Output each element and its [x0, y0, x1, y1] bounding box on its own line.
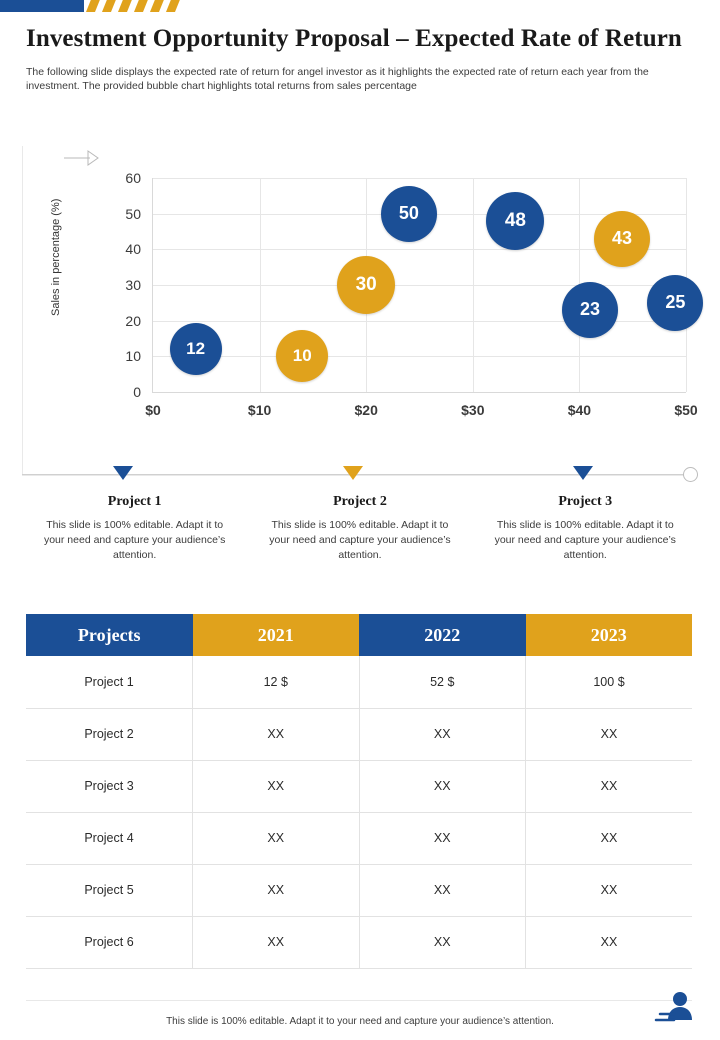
- project-title-3: Project 3: [558, 494, 613, 509]
- table-cell: XX: [359, 760, 526, 812]
- arrow-icon: [64, 150, 100, 166]
- table-cell: XX: [359, 864, 526, 916]
- table-cell: XX: [193, 760, 360, 812]
- table-cell: Project 4: [26, 812, 193, 864]
- table-row: [26, 864, 692, 916]
- timeline-marker-1[interactable]: [113, 466, 133, 484]
- chart-bubble[interactable]: 43: [594, 211, 650, 267]
- project-text-2: This slide is 100% editable. Adapt it to your need and capture your audience’s attention.: [269, 519, 451, 561]
- person-icon: [654, 990, 698, 1028]
- chart-gridline-horizontal: [153, 356, 686, 357]
- timeline-marker-3[interactable]: [573, 466, 593, 484]
- chart-gridline-horizontal: [153, 178, 686, 179]
- chart-y-tick-label: 50: [125, 205, 141, 222]
- bubble-chart-card: [22, 146, 698, 476]
- timeline-marker-2[interactable]: [343, 466, 363, 484]
- table-body: [26, 656, 692, 968]
- timeline-end-circle: [683, 467, 698, 482]
- chart-plot-area: [125, 170, 698, 418]
- project-text-3: This slide is 100% editable. Adapt it to your need and capture your audience’s attention.: [494, 519, 676, 561]
- table-row: [26, 708, 692, 760]
- chart-x-tick-label: $10: [247, 402, 272, 418]
- page-subtitle: The following slide displays the expected rate of return for angel investor as it highlights the expected rate of return each year from the investment. The provided bubble chart highlights total returns from sales percentage: [26, 66, 649, 92]
- project-column-2: [247, 494, 472, 563]
- table-column-header[interactable]: 2023: [526, 614, 693, 656]
- chart-x-tick-label: $0: [145, 402, 161, 418]
- chart-x-tick-label: $40: [567, 402, 592, 418]
- table-cell: 52 $: [359, 656, 526, 708]
- table-cell: XX: [193, 812, 360, 864]
- chart-bubble[interactable]: 23: [562, 282, 618, 338]
- project-column-1: [22, 494, 247, 563]
- chart-y-tick-label: 60: [125, 170, 141, 186]
- table-cell: Project 3: [26, 760, 193, 812]
- topbar-blue-block: [0, 0, 84, 12]
- table-row: [26, 812, 692, 864]
- chart-y-tick-label: 0: [133, 384, 141, 400]
- table-cell: XX: [359, 708, 526, 760]
- chart-bubble[interactable]: 12: [170, 323, 222, 375]
- chart-bubble[interactable]: 30: [337, 256, 395, 314]
- table-cell: Project 1: [26, 656, 193, 708]
- table-cell: 100 $: [526, 656, 693, 708]
- header: [26, 22, 698, 93]
- chart-gridline-vertical: [260, 178, 261, 392]
- table-cell: 12 $: [193, 656, 360, 708]
- project-text-1: This slide is 100% editable. Adapt it to your need and capture your audience’s attention.: [43, 519, 226, 561]
- project-column-3: [473, 494, 698, 563]
- table-cell: XX: [526, 812, 693, 864]
- table-cell: XX: [526, 760, 693, 812]
- table-header-row: [26, 614, 692, 656]
- chart-y-tick-label: 10: [125, 348, 141, 365]
- table-cell: XX: [193, 708, 360, 760]
- table-cell: XX: [526, 916, 693, 968]
- chart-bubble[interactable]: 25: [647, 275, 703, 331]
- table-row: [26, 656, 692, 708]
- table-cell: XX: [359, 812, 526, 864]
- chart-y-tick-label: 40: [125, 241, 141, 258]
- chart-y-axis-label: Sales in percentage (%): [50, 198, 62, 316]
- table-head: [26, 614, 692, 656]
- chart-gridline-vertical: [473, 178, 474, 392]
- chart-x-tick-label: $30: [461, 402, 485, 418]
- page-title: Investment Opportunity Proposal – Expected Rate of Return: [26, 25, 682, 52]
- table-cell: Project 2: [26, 708, 193, 760]
- project-descriptions: [22, 494, 698, 563]
- chart-x-tick-label: $50: [674, 402, 698, 418]
- table-cell: Project 5: [26, 864, 193, 916]
- table-column-header[interactable]: 2022: [359, 614, 526, 656]
- projects-table-wrapper: [26, 614, 692, 969]
- table-row: [26, 760, 692, 812]
- table-cell: XX: [193, 916, 360, 968]
- chart-gridline-horizontal: [153, 285, 686, 286]
- chart-y-tick-label: 20: [125, 312, 141, 329]
- topbar-stripes: [84, 0, 214, 12]
- table-row: [26, 916, 692, 968]
- table-cell: XX: [193, 864, 360, 916]
- chart-y-tick-label: 30: [125, 277, 141, 293]
- table-cell: Project 6: [26, 916, 193, 968]
- table-column-header[interactable]: Projects: [26, 614, 193, 656]
- chart-bubble[interactable]: 50: [381, 186, 437, 242]
- top-decorative-bar: [0, 0, 720, 12]
- footer-divider: [26, 1000, 692, 1001]
- footer-note: This slide is 100% editable. Adapt it to your need and capture your audience’s attention.: [166, 1016, 554, 1027]
- chart-bubble[interactable]: 48: [486, 192, 544, 250]
- table-cell: XX: [526, 864, 693, 916]
- table-cell: XX: [526, 708, 693, 760]
- table-cell: XX: [359, 916, 526, 968]
- project-title-2: Project 2: [333, 494, 387, 509]
- project-title-1: Project 1: [107, 494, 162, 509]
- projects-table: [26, 614, 692, 969]
- timeline: [22, 464, 698, 486]
- table-column-header[interactable]: 2021: [193, 614, 360, 656]
- chart-bubble[interactable]: 10: [276, 330, 328, 382]
- chart-x-tick-label: $20: [354, 402, 378, 418]
